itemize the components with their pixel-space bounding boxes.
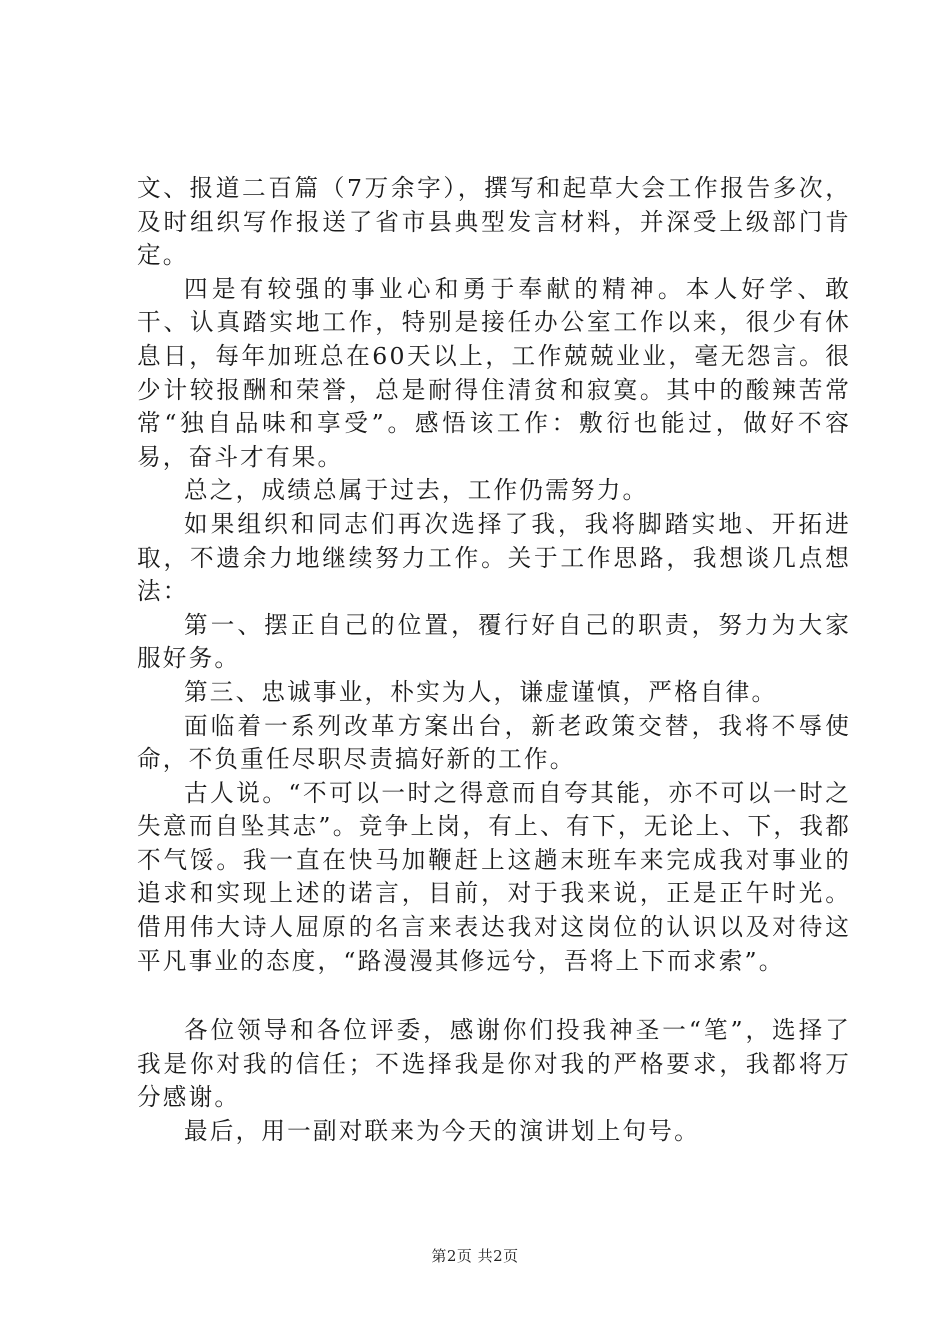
paragraph-point-third: 第三、忠诚事业，朴实为人，谦虚谨慎，严格自律。: [184, 677, 778, 706]
paragraph-reform: 面临着一系列改革方案出台，新老政策交替，我将不辱使命，不负重任尽职尽责搞好新的工作。: [137, 711, 851, 774]
paragraph-point-first: 第一、摆正自己的位置，覆行好自己的职责，努力为大家服好务。: [137, 610, 851, 673]
paragraph-thanks: 各位领导和各位评委，感谢你们投我神圣一“笔”，选择了我是你对我的信任；不选择我是你对我的严格要求，我都将万分感谢。: [137, 1016, 851, 1112]
paragraph-continuation: 文、报道二百篇（7万余字），撰写和起草大会工作报告多次，及时组织写作报送了省市县典型发言材料，并深受上级部门肯定。: [137, 174, 851, 270]
paragraph-commitment: 如果组织和同志们再次选择了我，我将脚踏实地、开拓进取，不遗余力地继续努力工作。关于工作思路，我想谈几点想法：: [137, 509, 851, 606]
paragraph-summary: 总之，成绩总属于过去，工作仍需努力。: [184, 476, 649, 505]
page-number-footer: 第2页 共2页: [431, 1247, 519, 1265]
paragraph-quote: 古人说。“不可以一时之得意而自夸其能，亦不可以一时之失意而自坠其志”。竞争上岗，有上、有下，无论上、下，我都不气馁。我一直在快马加鞭赶上这趟末班车来完成我对事业的追求和实现上述的诺言，目前，对于我来说，正是正午时光。借用伟大诗人屈原的名言来表达我对这岗位的认识以及对待这平凡事业的态度，“路漫漫其修远兮，吾将上下而求索”。: [137, 778, 851, 975]
document-body: [137, 172, 851, 1149]
paragraph-dedication: 四是有较强的事业心和勇于奉献的精神。本人好学、敢干、认真踏实地工作，特别是接任办公室工作以来，很少有休息日，每年加班总在60天以上，工作兢兢业业，毫无怨言。很少计较报酬和荣誉，总是耐得住清贫和寂寞。其中的酸辣苦常常“独自品味和享受”。感悟该工作：敷衍也能过，做好不容易，奋斗才有果。: [137, 274, 851, 471]
paragraph-closing: 最后，用一副对联来为今天的演讲划上句号。: [184, 1117, 700, 1146]
